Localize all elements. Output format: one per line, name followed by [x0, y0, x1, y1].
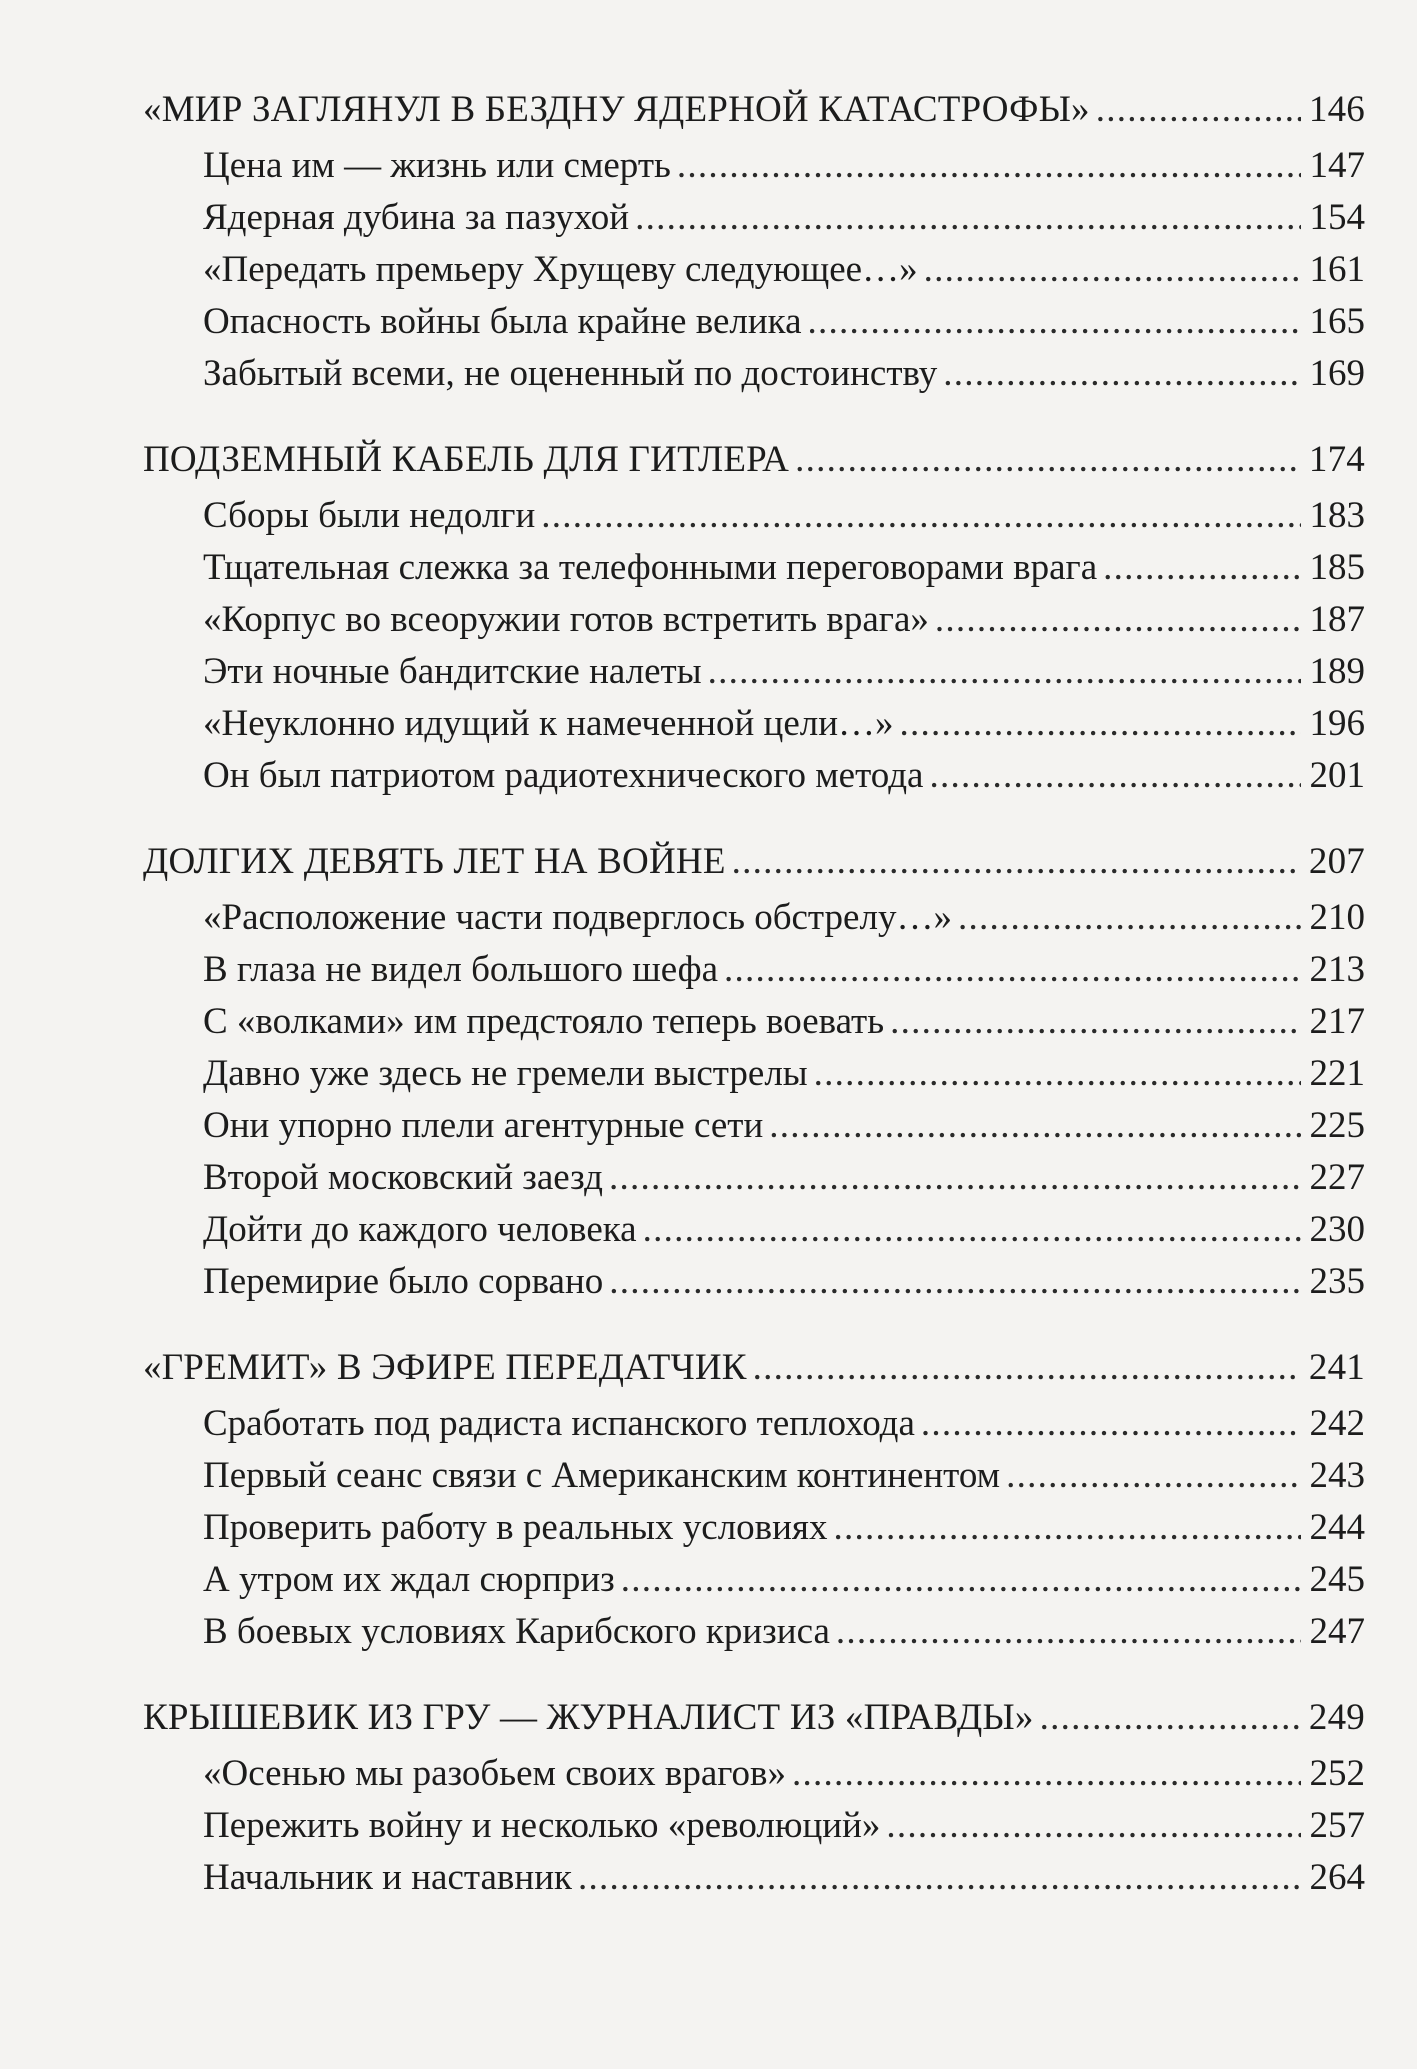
dot-leader	[900, 698, 1301, 750]
subsection-page-number: 225	[1309, 1105, 1365, 1146]
toc-subsection-entry	[143, 750, 1365, 802]
toc-subsection-entry	[143, 944, 1365, 996]
toc-subsection-entry	[143, 192, 1365, 244]
subsection-page-number: 165	[1309, 301, 1365, 342]
subsection-page-number: 217	[1309, 1001, 1365, 1042]
toc-chapter-entry	[143, 80, 1365, 140]
subsection-page-number: 230	[1309, 1209, 1365, 1250]
dot-leader	[708, 646, 1301, 698]
dot-leader	[609, 1256, 1301, 1308]
subsection-title: Начальник и наставник	[203, 1857, 572, 1898]
toc-subsection-entry	[143, 244, 1365, 296]
toc-section	[143, 1338, 1365, 1658]
subsection-title: Эти ночные бандитские налеты	[203, 651, 702, 692]
subsection-title: Цена им — жизнь или смерть	[203, 145, 671, 186]
toc-subsection-entry	[143, 1748, 1365, 1800]
dot-leader	[924, 244, 1301, 296]
dot-leader	[886, 1800, 1301, 1852]
subsection-title: Проверить работу в реальных условиях	[203, 1507, 828, 1548]
dot-leader	[635, 192, 1301, 244]
subsection-page-number: 257	[1309, 1805, 1365, 1846]
subsection-page-number: 169	[1309, 353, 1365, 394]
dot-leader	[1103, 542, 1301, 594]
subsection-page-number: 161	[1309, 249, 1365, 290]
dot-leader	[943, 348, 1301, 400]
dot-leader	[795, 430, 1301, 490]
subsection-page-number: 264	[1309, 1857, 1365, 1898]
toc-subsection-entry	[143, 1100, 1365, 1152]
subsection-page-number: 244	[1309, 1507, 1365, 1548]
toc-subsection-entry	[143, 1502, 1365, 1554]
toc-subsection-entry	[143, 996, 1365, 1048]
dot-leader	[808, 296, 1301, 348]
dot-leader	[621, 1554, 1301, 1606]
dot-leader	[890, 996, 1301, 1048]
dot-leader	[724, 944, 1301, 996]
subsection-page-number: 221	[1309, 1053, 1365, 1094]
dot-leader	[935, 594, 1301, 646]
toc-subsection-entry	[143, 542, 1365, 594]
subsection-title: «Осенью мы разобьем своих врагов»	[203, 1753, 787, 1794]
subsection-title: Тщательная слежка за телефонными переговорами врага	[203, 547, 1098, 588]
subsection-page-number: 187	[1309, 599, 1365, 640]
toc-subsection-entry	[143, 1256, 1365, 1308]
subsection-page-number: 227	[1309, 1157, 1365, 1198]
toc-subsection-entry	[143, 1204, 1365, 1256]
dot-leader	[1096, 80, 1301, 140]
subsection-page-number: 210	[1309, 897, 1365, 938]
chapter-title: ДОЛГИХ ДЕВЯТЬ ЛЕТ НА ВОЙНЕ	[143, 841, 726, 882]
dot-leader	[732, 832, 1301, 892]
dot-leader	[958, 892, 1301, 944]
subsection-title: С «волками» им предстояло теперь воевать	[203, 1001, 885, 1042]
toc-subsection-entry	[143, 1152, 1365, 1204]
subsection-page-number: 154	[1309, 197, 1365, 238]
toc-section	[143, 832, 1365, 1308]
dot-leader	[578, 1852, 1301, 1904]
toc-subsection-entry	[143, 1606, 1365, 1658]
subsection-title: Давно уже здесь не гремели выстрелы	[203, 1053, 808, 1094]
subsection-page-number: 189	[1309, 651, 1365, 692]
chapter-title: КРЫШЕВИК ИЗ ГРУ — ЖУРНАЛИСТ ИЗ «ПРАВДЫ»	[143, 1697, 1034, 1738]
subsection-title: «Расположение части подверглось обстрелу…»	[203, 897, 952, 938]
chapter-title: ПОДЗЕМНЫЙ КАБЕЛЬ ДЛЯ ГИТЛЕРА	[143, 439, 790, 480]
subsection-page-number: 201	[1309, 755, 1365, 796]
dot-leader	[814, 1048, 1301, 1100]
chapter-title: «ГРЕМИТ» В ЭФИРЕ ПЕРЕДАТЧИК	[143, 1347, 747, 1388]
toc-chapter-entry	[143, 832, 1365, 892]
toc-subsection-entry	[143, 296, 1365, 348]
subsection-title: «Неуклонно идущий к намеченной цели…»	[203, 703, 894, 744]
chapter-page-number: 241	[1308, 1347, 1365, 1388]
toc-subsection-entry	[143, 698, 1365, 750]
toc-subsection-entry	[143, 1450, 1365, 1502]
subsection-page-number: 245	[1309, 1559, 1365, 1600]
toc-section	[143, 430, 1365, 802]
subsection-title: Они упорно плели агентурные сети	[203, 1105, 764, 1146]
subsection-title: Дойти до каждого человека	[203, 1209, 637, 1250]
subsection-title: Сборы были недолги	[203, 495, 536, 536]
subsection-title: «Корпус во всеоружии готов встретить врага»	[203, 599, 929, 640]
chapter-page-number: 207	[1308, 841, 1365, 882]
subsection-page-number: 252	[1309, 1753, 1365, 1794]
dot-leader	[1040, 1688, 1301, 1748]
subsection-page-number: 185	[1309, 547, 1365, 588]
toc-chapter-entry	[143, 430, 1365, 490]
subsection-page-number: 183	[1309, 495, 1365, 536]
dot-leader	[929, 750, 1301, 802]
dot-leader	[833, 1502, 1301, 1554]
dot-leader	[921, 1398, 1301, 1450]
subsection-title: В глаза не видел большого шефа	[203, 949, 719, 990]
dot-leader	[677, 140, 1301, 192]
toc-subsection-entry	[143, 594, 1365, 646]
subsection-title: Опасность войны была крайне велика	[203, 301, 802, 342]
subsection-title: Забытый всеми, не оцененный по достоинству	[203, 353, 938, 394]
subsection-title: «Передать премьеру Хрущеву следующее…»	[203, 249, 918, 290]
subsection-title: Первый сеанс связи с Американским континентом	[203, 1455, 1001, 1496]
toc-subsection-entry	[143, 140, 1365, 192]
subsection-title: Ядерная дубина за пазухой	[203, 197, 630, 238]
chapter-page-number: 249	[1308, 1697, 1365, 1738]
subsection-title: Он был патриотом радиотехнического метода	[203, 755, 924, 796]
toc-chapter-entry	[143, 1338, 1365, 1398]
subsection-title: В боевых условиях Карибского кризиса	[203, 1611, 830, 1652]
dot-leader	[753, 1338, 1301, 1398]
toc-subsection-entry	[143, 490, 1365, 542]
toc-subsection-entry	[143, 892, 1365, 944]
subsection-title: Сработать под радиста испанского теплохода	[203, 1403, 915, 1444]
table-of-contents	[143, 80, 1365, 1934]
subsection-title: А утром их ждал сюрприз	[203, 1559, 615, 1600]
chapter-page-number: 174	[1308, 439, 1365, 480]
toc-subsection-entry	[143, 646, 1365, 698]
dot-leader	[609, 1152, 1301, 1204]
dot-leader	[836, 1606, 1301, 1658]
toc-subsection-entry	[143, 1048, 1365, 1100]
subsection-title: Пережить войну и несколько «революций»	[203, 1805, 881, 1846]
toc-subsection-entry	[143, 1852, 1365, 1904]
subsection-page-number: 247	[1309, 1611, 1365, 1652]
subsection-page-number: 147	[1309, 145, 1365, 186]
dot-leader	[643, 1204, 1301, 1256]
dot-leader	[1006, 1450, 1301, 1502]
toc-subsection-entry	[143, 1398, 1365, 1450]
toc-subsection-entry	[143, 1554, 1365, 1606]
subsection-page-number: 243	[1309, 1455, 1365, 1496]
toc-subsection-entry	[143, 348, 1365, 400]
toc-chapter-entry	[143, 1688, 1365, 1748]
subsection-title: Второй московский заезд	[203, 1157, 603, 1198]
toc-section	[143, 80, 1365, 400]
subsection-page-number: 235	[1309, 1261, 1365, 1302]
toc-section	[143, 1688, 1365, 1904]
dot-leader	[541, 490, 1301, 542]
subsection-page-number: 242	[1309, 1403, 1365, 1444]
subsection-page-number: 213	[1309, 949, 1365, 990]
chapter-page-number: 146	[1308, 89, 1365, 130]
chapter-title: «МИР ЗАГЛЯНУЛ В БЕЗДНУ ЯДЕРНОЙ КАТАСТРОФЫ»	[143, 89, 1090, 130]
subsection-page-number: 196	[1309, 703, 1365, 744]
subsection-title: Перемирие было сорвано	[203, 1261, 604, 1302]
dot-leader	[769, 1100, 1301, 1152]
dot-leader	[792, 1748, 1301, 1800]
toc-subsection-entry	[143, 1800, 1365, 1852]
